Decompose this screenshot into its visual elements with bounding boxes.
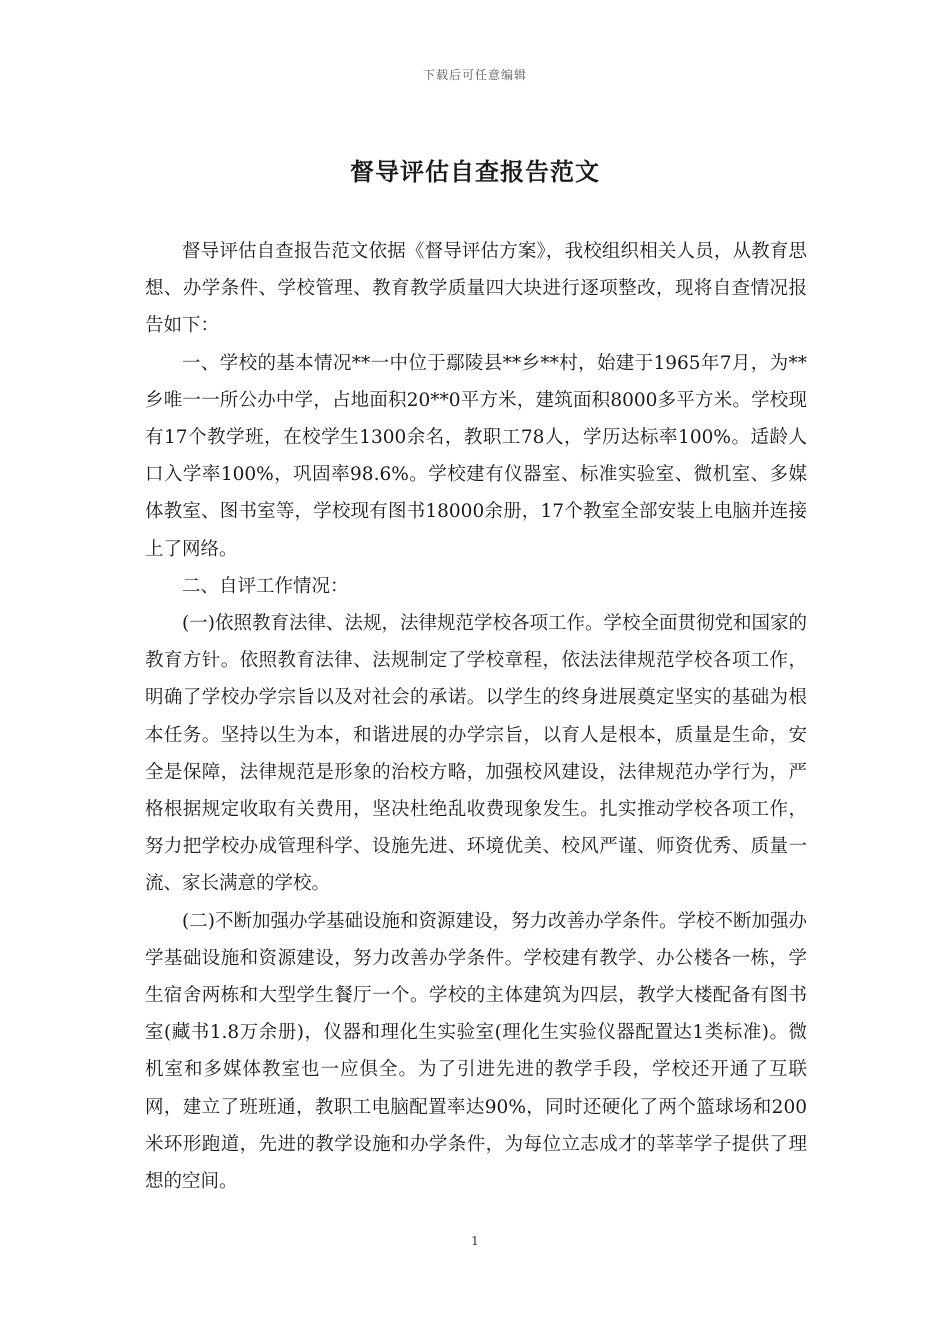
- page-header-note: 下载后可任意编辑: [422, 68, 527, 82]
- document-title: 督导评估自查报告范文: [350, 158, 600, 186]
- paragraph-school-basics: 一、学校的基本情况**一中位于鄢陵县**乡**村，始建于1965年7月，为**乡唯一一所公办中学，占地面积20**0平方米，建筑面积8000多平方米。学校现有17个教学班，在校学生1300余名，教职工78人，学历达标率100%。适龄人口入学率100%，巩固率98.6%。学校建有仪器室、标准实验室、微机室、多媒体教室、图书室等，学校现有图书18000余册，17个教室全部安装上电脑并连接上了网络。: [145, 352, 807, 560]
- page-number: 1: [471, 1234, 479, 1248]
- paragraph-section-heading: 二、自评工作情况：: [182, 575, 349, 597]
- paragraph-facilities: (二)不断加强办学基础设施和资源建设，努力改善办学条件。学校不断加强办学基础设施和资源建设，努力改善办学条件。学校建有教学、办公楼各一栋，学生宿舍两栋和大型学生餐厅一个。学校的主体建筑为四层，教学大楼配备有图书室(藏书1.8万余册)，仪器和理化生实验室(理化生实验仪器配置达1类标准)。微机室和多媒体教室也一应俱全。为了引进先进的教学手段，学校还开通了互联网，建立了班班通，教职工电脑配置率达90%，同时还硬化了两个篮球场和200米环形跑道，先进的教学设施和办学条件，为每位立志成才的莘莘学子提供了理想的空间。: [145, 910, 807, 1193]
- document-body: [145, 233, 807, 1200]
- paragraph-legal-compliance: (一)依照教育法律、法规，法律规范学校各项工作。学校全面贯彻党和国家的教育方针。依照教育法律、法规制定了学校章程，依法法律规范学校各项工作，明确了学校办学宗旨以及对社会的承诺。以学生的终身进展奠定坚实的基础为根本任务。坚持以生为本，和谐进展的办学宗旨，以育人是根本，质量是生命，安全是保障，法律规范是形象的治校方略，加强校风建设，法律规范办学行为，严格根据规定收取有关费用，坚决杜绝乱收费现象发生。扎实推动学校各项工作，努力把学校办成管理科学、设施先进、环境优美、校风严谨、师资优秀、质量一流、家长满意的学校。: [145, 613, 807, 895]
- paragraph-intro: 督导评估自查报告范文依据《督导评估方案》，我校组织相关人员，从教育思想、办学条件、学校管理、教育教学质量四大块进行逐项整改，现将自查情况报告如下：: [145, 241, 807, 337]
